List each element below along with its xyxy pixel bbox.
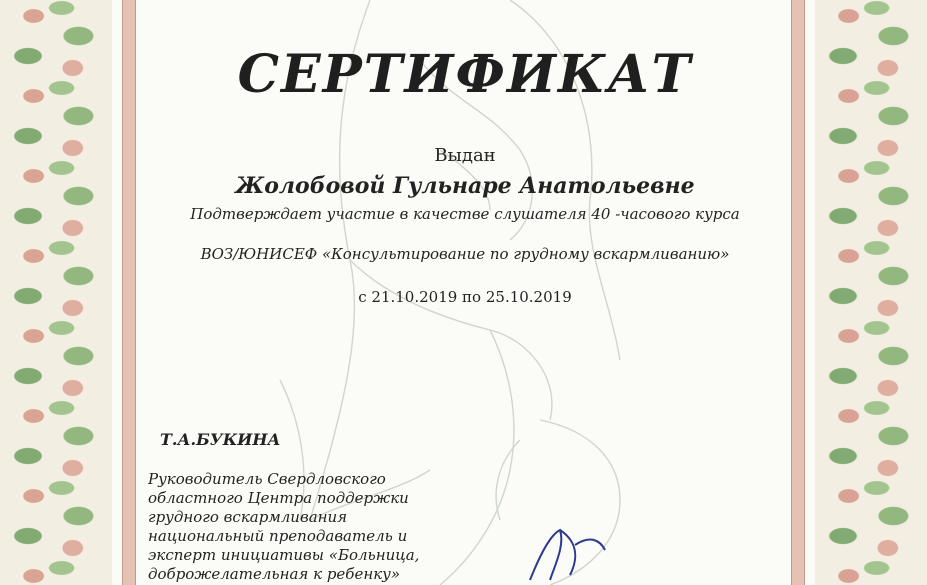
signer-name: Т.А.БУКИНА <box>160 430 281 449</box>
left-floral-border <box>0 0 112 585</box>
issued-label: Выдан <box>434 145 496 166</box>
left-border-stripe <box>122 0 136 585</box>
course-dates: с 21.10.2019 по 25.10.2019 <box>358 288 572 306</box>
course-name: ВОЗ/ЮНИСЕФ «Консультирование по грудному вскармливанию» <box>200 245 730 263</box>
right-floral-border <box>815 0 927 585</box>
signer-role-line: грудного вскармливания <box>148 508 348 526</box>
confirmation-text: Подтверждает участие в качестве слушателя 40 -часового курса <box>190 205 740 223</box>
signer-role-line: национальный преподаватель и <box>148 527 408 545</box>
certificate-title: СЕРТИФИКАТ <box>237 44 693 105</box>
signer-role-line: эксперт инициативы «Больница, <box>148 546 420 564</box>
right-border-stripe <box>791 0 805 585</box>
signer-role-line: областного Центра поддержки <box>148 489 409 507</box>
signer-role <box>148 470 448 584</box>
recipient-name: Жолобовой Гульнаре Анатольевне <box>235 173 695 199</box>
signer-role-line: доброжелательная к ребенку» <box>148 565 401 583</box>
signature-mark <box>520 525 610 585</box>
signer-role-line: Руководитель Свердловского <box>148 470 386 488</box>
